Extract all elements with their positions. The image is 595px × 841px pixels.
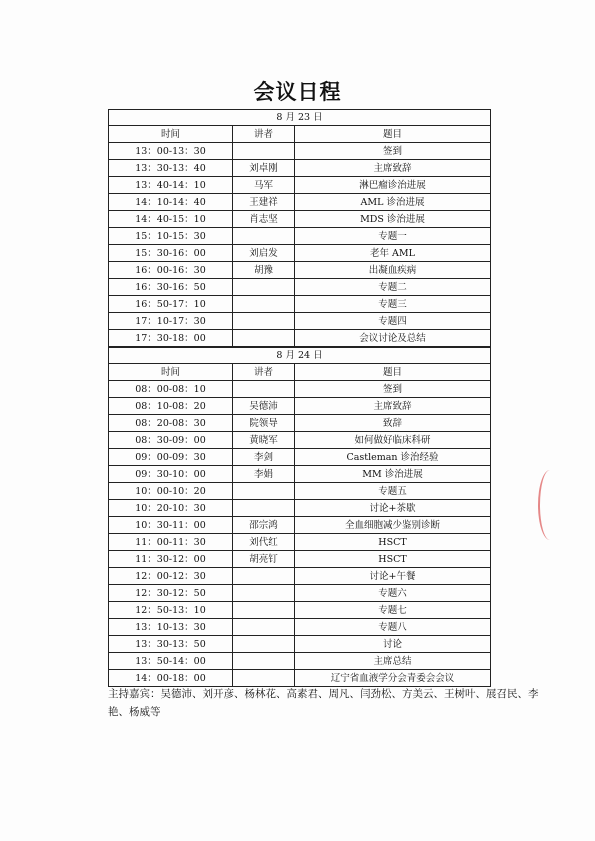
cell-topic: 专题七 [295,602,491,619]
schedule-row [109,551,491,568]
page-title: 会议日程 [253,80,342,104]
cell-speaker [233,381,295,398]
header-topic: 题目 [295,364,491,381]
cell-speaker: 马军 [233,177,295,194]
cell-speaker [233,602,295,619]
cell-topic: 讨论+午餐 [295,568,491,585]
cell-topic: 专题一 [295,228,491,245]
cell-topic: MDS 诊治进展 [295,211,491,228]
schedule-row [109,279,491,296]
cell-time: 08：30-09：00 [109,432,233,449]
schedule-row [109,483,491,500]
schedule-table-day1 [108,109,491,347]
schedule-row [109,670,491,687]
schedule-row [109,177,491,194]
host-guests [108,685,548,721]
cell-speaker: 刘代红 [233,534,295,551]
cell-time: 08：10-08：20 [109,398,233,415]
cell-speaker: 李剑 [233,449,295,466]
cell-time: 09：30-10：00 [109,466,233,483]
cell-speaker [233,585,295,602]
cell-speaker [233,653,295,670]
header-speaker: 讲者 [233,364,295,381]
host-guests-names: 吴德沛、刘开彦、杨林花、高素君、周凡、闫劲松、方美云、王树叶、展召民、李艳、杨威等 [108,688,539,718]
cell-speaker: 李娟 [233,466,295,483]
cell-topic: 专题八 [295,619,491,636]
schedule-row [109,228,491,245]
cell-time: 13：30-13：40 [109,160,233,177]
cell-speaker: 肖志坚 [233,211,295,228]
schedule-row [109,313,491,330]
cell-topic: 主席致辞 [295,398,491,415]
cell-topic: HSCT [295,534,491,551]
cell-speaker: 邵宗鸿 [233,517,295,534]
cell-time: 12：30-12：50 [109,585,233,602]
cell-speaker: 胡亮钉 [233,551,295,568]
schedule-row [109,653,491,670]
cell-time: 16：50-17：10 [109,296,233,313]
schedule-row [109,568,491,585]
schedule-row [109,585,491,602]
cell-time: 16：00-16：30 [109,262,233,279]
cell-time: 11：30-12：00 [109,551,233,568]
schedule-row [109,619,491,636]
day2-body [109,348,491,687]
schedule-row [109,211,491,228]
cell-time: 13：30-13：50 [109,636,233,653]
cell-speaker [233,619,295,636]
schedule-row [109,517,491,534]
cell-speaker [233,636,295,653]
cell-speaker [233,296,295,313]
cell-topic: 全血细胞减少鉴别诊断 [295,517,491,534]
cell-speaker [233,568,295,585]
cell-topic: 老年 AML [295,245,491,262]
day-label: 8 月 23 日 [109,110,491,126]
schedule-row [109,415,491,432]
cell-time: 10：20-10：30 [109,500,233,517]
cell-time: 13：40-14：10 [109,177,233,194]
cell-speaker: 王建祥 [233,194,295,211]
cell-topic: 辽宁省血液学分会青委会会议 [295,670,491,687]
cell-time: 10：00-10：20 [109,483,233,500]
cell-time: 10：30-11：00 [109,517,233,534]
schedule-row [109,398,491,415]
cell-topic: 专题六 [295,585,491,602]
cell-topic: MM 诊治进展 [295,466,491,483]
cell-speaker [233,330,295,347]
header-speaker: 讲者 [233,126,295,143]
cell-time: 12：00-12：30 [109,568,233,585]
cell-topic: AML 诊治进展 [295,194,491,211]
schedule-row [109,602,491,619]
cell-time: 11：00-11：30 [109,534,233,551]
header-time: 时间 [109,364,233,381]
day1-body [109,110,491,347]
cell-time: 12：50-13：10 [109,602,233,619]
cell-topic: 专题四 [295,313,491,330]
cell-time: 13：50-14：00 [109,653,233,670]
cell-topic: 专题二 [295,279,491,296]
cell-time: 15：30-16：00 [109,245,233,262]
cell-speaker: 黄晓军 [233,432,295,449]
schedule-row [109,330,491,347]
cell-speaker: 吴德沛 [233,398,295,415]
schedule-row [109,449,491,466]
cell-speaker: 刘卓刚 [233,160,295,177]
cell-topic: Castleman 诊治经验 [295,449,491,466]
cell-speaker [233,483,295,500]
cell-topic: 致辞 [295,415,491,432]
header-time: 时间 [109,126,233,143]
cell-speaker [233,500,295,517]
schedule-row [109,500,491,517]
cell-speaker: 刘启发 [233,245,295,262]
cell-time: 13：10-13：30 [109,619,233,636]
schedule-row [109,296,491,313]
cell-topic: 签到 [295,143,491,160]
cell-speaker [233,143,295,160]
schedule-row [109,143,491,160]
cell-speaker [233,228,295,245]
schedule-row [109,636,491,653]
cell-topic: 主席致辞 [295,160,491,177]
day-label: 8 月 24 日 [109,348,491,364]
cell-topic: HSCT [295,551,491,568]
cell-topic: 讨论+茶歇 [295,500,491,517]
cell-time: 15：10-15：30 [109,228,233,245]
cell-time: 08：00-08：10 [109,381,233,398]
cell-time: 13：00-13：30 [109,143,233,160]
cell-topic: 专题三 [295,296,491,313]
cell-time: 14：10-14：40 [109,194,233,211]
schedule-row [109,262,491,279]
cell-topic: 如何做好临床科研 [295,432,491,449]
cell-topic: 会议讨论及总结 [295,330,491,347]
cell-time: 16：30-16：50 [109,279,233,296]
cell-topic: 出凝血疾病 [295,262,491,279]
cell-time: 08：20-08：30 [109,415,233,432]
cell-time: 14：40-15：10 [109,211,233,228]
cell-time: 17：10-17：30 [109,313,233,330]
cell-speaker [233,279,295,296]
cell-topic: 签到 [295,381,491,398]
schedule-row [109,466,491,483]
cell-topic: 专题五 [295,483,491,500]
schedule-row [109,381,491,398]
cell-time: 09：00-09：30 [109,449,233,466]
cell-speaker [233,313,295,330]
schedule-row [109,245,491,262]
schedule-row [109,432,491,449]
schedule-row [109,160,491,177]
header-topic: 题目 [295,126,491,143]
cell-topic: 淋巴瘤诊治进展 [295,177,491,194]
cell-time: 17：30-18：00 [109,330,233,347]
schedule-row [109,534,491,551]
cell-speaker [233,670,295,687]
schedule-table-day2 [108,347,491,687]
cell-topic: 主席总结 [295,653,491,670]
cell-topic: 讨论 [295,636,491,653]
host-guests-label: 主持嘉宾： [108,688,161,700]
red-seal-stamp [538,470,562,540]
cell-time: 14：00-18：00 [109,670,233,687]
schedule-row [109,194,491,211]
cell-speaker: 胡豫 [233,262,295,279]
cell-speaker: 院领导 [233,415,295,432]
